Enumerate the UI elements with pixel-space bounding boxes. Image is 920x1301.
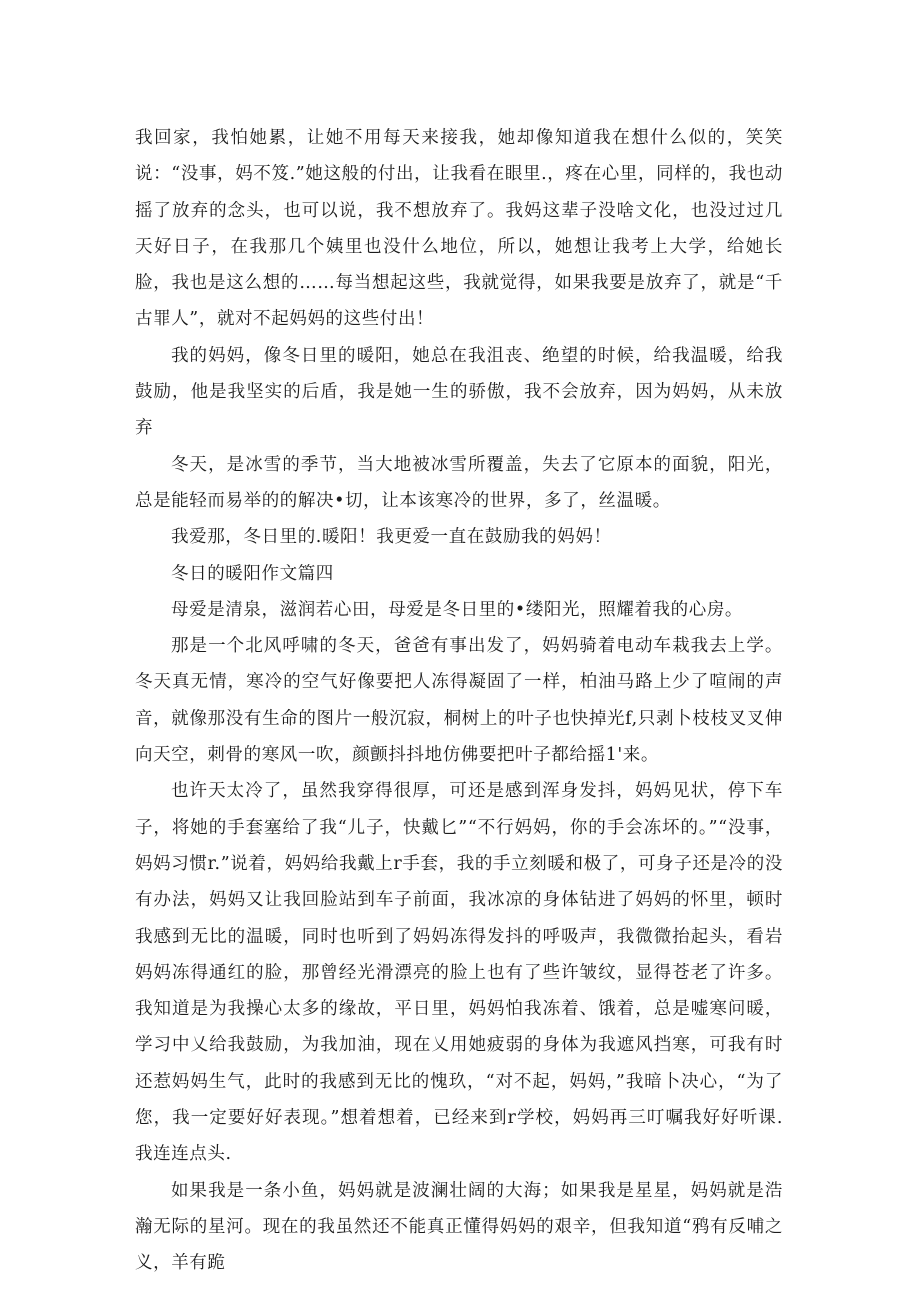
paragraph: 我爱那，冬日里的.暖阳！我更爱一直在鼓励我的妈妈！: [171, 527, 612, 548]
paragraph: 如果我是一条小鱼，妈妈就是波澜壮阔的大海；如果我是星星，妈妈就是浩瀚无际的星河。现在的我虽然还不能真正懂得妈妈的艰辛，但我知道“鸦有反哺之义，羊有跪: [135, 1180, 783, 1274]
section-heading: 冬日的暖阳作文篇四: [171, 563, 334, 584]
paragraph: 那是一个北风呼啸的冬天，爸爸有事出发了，妈妈骑着电动车栽我去上学。冬天真无情，寒冷的空气好像要把人冻得凝固了一样，柏油马路上少了喧闹的声音，就像那没有生命的图片一般沉寂，桐树上的叶子也快掉光f,只剥卜枝枝叉叉伸向天空，刺骨的寒风一吹，颜颤抖抖地仿佛要把叶子都给摇1'来。: [135, 636, 783, 766]
paragraph: 我的妈妈，像冬日里的暖阳，她总在我沮丧、绝望的时候，给我温暖，给我鼓励，他是我坚实的后盾，我是她一生的骄傲，我不会放弃，因为妈妈，从未放弃: [135, 345, 783, 439]
paragraph: 母爱是清泉，滋润若心田，母爱是冬日里的•缕阳光，照耀着我的心房。: [171, 599, 744, 620]
paragraph: 也许天太冷了，虽然我穿得很厚，可还是感到浑身发抖，妈妈见状，停下车子，将她的手套塞给了我“儿子，快戴匕”“不行妈妈，你的手会冻坏的。”“没事，妈妈习惯r.”说着，妈妈给我戴上r手套，我的手立刻暖和极了，可身子还是冷的没有办法，妈妈又让我回脸站到车子前面，我冰凉的身体钻进了妈妈的怀里，顿时我感到无比的温暖，同时也听到了妈妈冻得发抖的呼吸声，我微微抬起头，看岩妈妈冻得通红的脸，那曾经光滑漂亮的脸上也有了些许皱纹，显得苍老了许多。我知道是为我操心太多的缘故，平日里，妈妈怕我冻着、饿着，总是嘘寒问暖，学习中乂给我鼓励，为我加油，现在乂用她疲弱的身体为我遮风挡寒，可我有时还惹妈妈生气，此时的我感到无比的愧玖，“对不起，妈妈，”我暗卜决心，“为了您，我一定要好好表现。”想着想着，已经来到r学校，妈妈再三叮嘱我好好听课.我连连点头.: [135, 781, 783, 1165]
paragraph-continuation: 我回家，我怕她累，让她不用每天来接我，她却像知道我在想什么似的，笑笑说：“没事，妈不笈.”她这般的付出，让我看在眼里.，疼在心里，同样的，我也动摇了放弃的念头，也可以说，我不想放弃了。我妈这辈子没啥文化，也没过过几天好日子，在我那几个姨里也没什么地位，所以，她想让我考上大学，给她长脸，我也是这么想的……每当想起这些，我就觉得，如果我要是放弃了，就是“千古罪人”，就对不起妈妈的这些付出！: [135, 128, 783, 330]
essay-body: [135, 120, 783, 1282]
paragraph: 冬天，是冰雪的季节，当大地被冰雪所覆盖，失去了它原本的面貌，阳光，总是能轻而易举的的解决•切，让本该寒冷的世界，多了，丝温暖。: [135, 454, 783, 511]
